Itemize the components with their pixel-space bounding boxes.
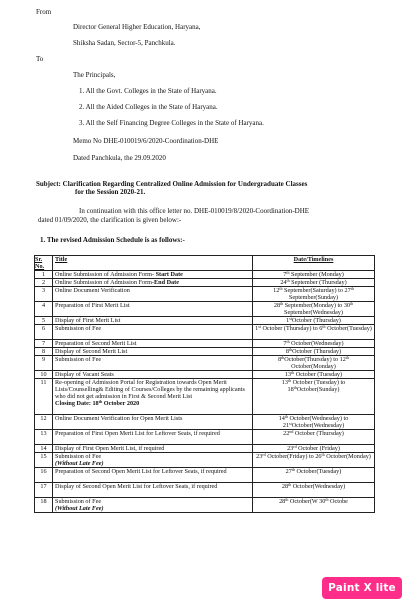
row-title: Re-opening of Admission Portal for Registration towards Open Merit Lists/Counselling& Editing of Courses/Colleges by the remaining applicants who did not get admission in First & Second Merit List Closing Date: 18th October 2020: [53, 379, 253, 415]
row-title: Submission of Fee: [53, 325, 253, 340]
row-title: Submission of Fee (Without Late Fee): [53, 498, 253, 513]
from-label: From: [36, 8, 52, 16]
row-date: 13th October (Tuesday) to 18thOctober(Sunday): [253, 379, 375, 415]
row-date: 27th October(Tuesday): [253, 468, 375, 483]
row-title: Preparation of Second Merit List: [53, 340, 253, 348]
row-date: 14th October(Wednesday) to 21stOctober(Wednesday): [253, 415, 375, 430]
row-sr-number: 13: [35, 430, 53, 445]
row-title: Online Submission of Admission Form- Start Date: [53, 271, 253, 279]
table-row: [35, 302, 375, 317]
row-title-bold: End Date: [154, 279, 179, 286]
table-row: [35, 340, 375, 348]
row-sr-number: 17: [35, 483, 53, 498]
row-title: Online Submission of Admission Form-End Date: [53, 279, 253, 287]
row-sr-number: 18: [35, 498, 53, 513]
to-label: To: [36, 55, 44, 63]
row-sr-number: 10: [35, 371, 53, 379]
section-heading: 1. The revised Admission Schedule is as follows:-: [40, 236, 185, 244]
from-line-2: Shiksha Sadan, Sector-5, Panchkula.: [73, 39, 176, 47]
row-date: 23rd October(Friday) to 26th October(Monday): [253, 453, 375, 468]
row-title-italic: (Without Late Fee): [55, 505, 104, 512]
row-title: Preparation of First Merit List: [53, 302, 253, 317]
row-title: Submission of Fee: [53, 356, 253, 371]
row-title-bold: Closing Date: 18th October 2020: [55, 399, 140, 407]
row-date: 8thOctober (Thursday): [253, 348, 375, 356]
to-line-3: 3. All the Self Financing Degree Colleges in the State of Haryana.: [79, 119, 264, 127]
row-sr-number: 1: [35, 271, 53, 279]
row-title: Display of Vacant Seats: [53, 371, 253, 379]
row-sr-number: 6: [35, 325, 53, 340]
row-sr-number: 5: [35, 317, 53, 325]
row-title-italic: (Without Late Fee): [55, 460, 104, 467]
row-date: 8thOctober(Thursday) to 12th October(Monday): [253, 356, 375, 371]
table-row: [35, 271, 375, 279]
table-header-row: [35, 256, 375, 271]
row-sr-number: 7: [35, 340, 53, 348]
table-row: [35, 483, 375, 498]
to-line-2: 2. All the Aided Colleges in the State of Haryana.: [79, 103, 218, 111]
admission-schedule-table: [34, 255, 375, 513]
table-row: [35, 468, 375, 483]
to-line-1: 1. All the Govt. Colleges in the State of Haryana.: [79, 87, 217, 95]
row-title: Online Document Verification: [53, 287, 253, 302]
paragraph-line-2: dated 01/09/2020, the clarification is given below:-: [38, 216, 182, 224]
row-date: 13th October (Tuesday): [253, 371, 375, 379]
row-title: Online Document Verification for Open Merit Lists: [53, 415, 253, 430]
watermark-badge: Paint X lite: [322, 577, 402, 599]
header-date: Date/Timelines: [253, 256, 375, 271]
table-row: [35, 348, 375, 356]
row-sr-number: 15: [35, 453, 53, 468]
row-date: 28th October(Wednesday): [253, 483, 375, 498]
row-title-bold: Start Date: [155, 271, 183, 278]
row-date: 1st October (Thursday) to 6th October(Tuesday): [253, 325, 375, 340]
header-title: Title: [53, 256, 253, 271]
table-row: [35, 498, 375, 513]
row-date: 28th September(Monday) to 30th September(Wednesday): [253, 302, 375, 317]
row-date: 23rd October (Friday): [253, 445, 375, 453]
row-sr-number: 16: [35, 468, 53, 483]
from-line-1: Director General Higher Education, Haryana,: [73, 23, 201, 31]
row-date: 7th October(Wednesday): [253, 340, 375, 348]
subject-line-2: for the Session 2020-21.: [75, 188, 146, 196]
paragraph-line-1: In continuation with this office letter no. DHE-010019/8/2020-Coordination-DHE: [79, 207, 310, 215]
row-date: 22nd October (Thursday): [253, 430, 375, 445]
table-row: [35, 371, 375, 379]
row-title: Submission of Fee (Without Late Fee): [53, 453, 253, 468]
row-sr-number: 14: [35, 445, 53, 453]
row-title: Display of Second Merit List: [53, 348, 253, 356]
row-date: 28th October(W 30th Octobe: [253, 498, 375, 513]
header-sr: Sr. No.: [35, 256, 53, 271]
table-row: [35, 325, 375, 340]
row-sr-number: 12: [35, 415, 53, 430]
subject-line-1: Subject: Clarification Regarding Centralized Online Admission for Undergraduate Classes: [36, 180, 308, 188]
row-title: Display of First Open Merit List, if required: [53, 445, 253, 453]
row-sr-number: 3: [35, 287, 53, 302]
table-row: [35, 379, 375, 415]
row-sr-number: 8: [35, 348, 53, 356]
table-row: [35, 287, 375, 302]
row-date: 1stOctober (Thursday): [253, 317, 375, 325]
memo-number: Memo No DHE-010019/6/2020-Coordination-DHE: [73, 137, 219, 145]
to-title: The Principals,: [73, 71, 116, 79]
table-row: [35, 356, 375, 371]
row-title: Display of First Merit List: [53, 317, 253, 325]
table-row: [35, 453, 375, 468]
row-title: Preparation of First Open Merit List for Leftover Seats, if required: [53, 430, 253, 445]
row-sr-number: 2: [35, 279, 53, 287]
row-date: 7th September (Monday): [253, 271, 375, 279]
row-date: 12th September(Saturday) to 27th September(Sunday): [253, 287, 375, 302]
row-title: Display of Second Open Merit List for Leftover Seats, if required: [53, 483, 253, 498]
row-title: Preparation of Second Open Merit List for Leftover Seats, if required: [53, 468, 253, 483]
memo-date: Dated Panchkula, the 29.09.2020: [73, 154, 166, 162]
table-row: [35, 415, 375, 430]
row-date: 24th September (Thursday): [253, 279, 375, 287]
row-sr-number: 11: [35, 379, 53, 415]
row-sr-number: 9: [35, 356, 53, 371]
table-row: [35, 279, 375, 287]
table-row: [35, 430, 375, 445]
row-sr-number: 4: [35, 302, 53, 317]
